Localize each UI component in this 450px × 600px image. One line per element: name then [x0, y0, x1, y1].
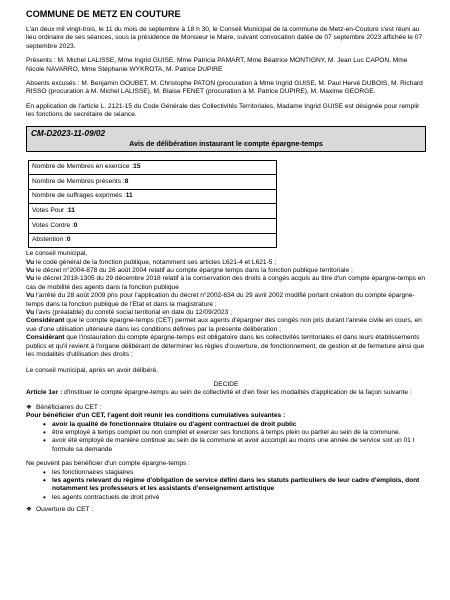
list-item: • les agents relevant du régime d'obligation de service défini dans les statuts particuliers de leur cadre d'emplois, dont notamment les professeurs et les assistants d'enseignement artistique: [52, 477, 426, 494]
deliberation-reference: CM-D2023-11-09/02: [31, 128, 106, 138]
stat-value: 11: [125, 192, 133, 200]
diamond-bullet-icon: ❖: [26, 506, 32, 514]
stat-label: Nombre de suffrages exprimés :: [32, 192, 126, 200]
opening-heading: ❖ Ouverture du CET :: [26, 506, 94, 514]
stat-label: Votes Contre :: [32, 221, 74, 229]
stat-value: 0: [66, 236, 71, 244]
stat-value: 8: [124, 177, 129, 185]
consideration-item: Vu le code général de la fonction publique, notamment ses articles L621-4 et L621-5 ;: [26, 258, 277, 266]
exclusions-list: [26, 469, 426, 503]
secretary-article-ref: En application de l'article L. 2121-15: [26, 102, 133, 110]
consideration-item: Vu l'avis (préalable) du comité social territorial en date du 12/09/2023 ;: [26, 309, 232, 317]
diamond-bullet-icon: ❖: [26, 403, 32, 411]
stat-row-votes-for: [29, 203, 276, 218]
stat-row-present: [29, 174, 276, 189]
exclusions-intro: Ne peuvent pas bénéficier d'un compte épargne-temps :: [26, 460, 191, 468]
consideration-item: Vu l'arrêté du 28 août 2009 pris pour l'application du décret n°2002-634 du 29 avril 2002 modifié portant création du compte épargne-temps dans la fonction publique de l'Etat et dans la magistrature ;: [26, 292, 415, 308]
considerations-block: [26, 250, 426, 359]
stat-value: 11: [67, 207, 75, 215]
list-item: • les agents contractuels de droit privé: [52, 494, 426, 502]
convocation-paragraph: L'an deux mil vingt-trois, le 11 du mois de septembre à 18 h 30, le Conseil Municipal de la commune de Metz-en-Couture s'est réuni au lieu ordinaire de ses séances, sous la présidence de Monsieur le Maire, suivant convocation datée de 07 septembre 2023 affichée le 07 septembre 2023.: [26, 26, 423, 50]
presents-paragraph: Présents : M. Michel LALISSE, Mme Ingrid GUISE, Mme Patricia PAMART, Mme Béatrice MONTIGNY, M. Jean Luc CAPON, Mme Nicole NAVARRO, Mme Stéphanie WYKROTA, M. Patrice DUPIRE: [26, 57, 408, 73]
council-closing: Le conseil municipal, après en avoir délibéré,: [26, 366, 158, 374]
decide-heading: DECIDE: [213, 380, 239, 388]
document-page: [26, 9, 426, 515]
stat-row-votes-cast: [29, 189, 276, 204]
list-item: • être employé à temps complet ou non complet et exercer ses fonctions à temps plein ou partiel au sein de la commune.: [52, 429, 426, 437]
consideration-item: Vu le décret 2018-1305 du 29 décembre 2018 relatif à la conservation des droits à congés acquis au titre d'un compte épargne-temps en cas de mobilité des agents dans la fonction publique: [26, 275, 426, 291]
stat-row-abstention: [29, 233, 276, 248]
list-item: • avoir été employé de manière continue au sein de la commune et avoir accompli au moins une année de service soit un 01 l formule sa demande: [52, 437, 426, 454]
secretary-paragraph: [26, 103, 426, 120]
stat-row-members: [29, 161, 276, 175]
stat-label: Votes Pour :: [32, 207, 68, 215]
stat-value: 15: [133, 163, 141, 171]
stat-row-votes-against: [29, 218, 276, 233]
stat-label: Abstention :: [32, 236, 67, 244]
consideration-item: Vu le décret n°2004-878 du 26 août 2004 relatif au compte épargne temps dans la fonction publique territoriale ;: [26, 267, 353, 275]
absents-paragraph: Absents excusés : M. Benjamin GOUBET, M. Christophe PATON (procuration à Mme Ingrid GUISE, M. Paul Hervé DUBOIS, M. Richard RISSO (procuration à M. Michel LALISSE), M. Blaise FENET (procuration à M. Patrice DUPIRE), M. Maxime GEORGE.: [26, 80, 423, 96]
secretary-text: du Code Générale des Collectivités Territoriales, Madame Ingrid GUISE est désignée pour remplir les fonctions de secrétaire de séance.: [26, 102, 420, 119]
deliberation-subject: Avis de délibération instaurant le compte épargne-temps: [129, 138, 323, 148]
commune-title: COMMUNE DE METZ EN COUTURE: [26, 9, 181, 19]
stat-value: 0: [73, 221, 78, 229]
beneficiaries-conditions-list: [26, 421, 426, 455]
council-opening: Le conseil municipal,: [26, 250, 88, 258]
beneficiaries-heading: ❖ Bénéficiaires du CET :: [26, 403, 102, 411]
list-item: • les fonctionnaires stagiaires: [52, 469, 426, 477]
article-1: Article 1er : d'instituer le compte épargne-temps au sein de collectivité et d'en fixer les modalités d'application de la façon suivante :: [26, 389, 412, 397]
consideration-item: Considérant que l'instauration du compte épargne-temps est obligatoire dans les collectivités territoriales et dans leurs établissements publics et qu'il revient à l'organe délibérant de déterminer les règles d'ouverture, de fonctionnement, de gestion et de fermeture ainsi que les modalités d'utilisation des droits ;: [26, 334, 425, 359]
stat-label: Nombre de Membres en exercice :: [32, 163, 134, 171]
list-item: • avoir la qualité de fonctionnaire titulaire ou d'agent contractuel de droit public: [52, 421, 426, 429]
vote-statistics-table: [28, 160, 277, 249]
stat-label: Nombre de Membres présents :: [32, 177, 125, 185]
beneficiaries-intro: Pour bénéficier d'un CET, l'agent doit réunir les conditions cumulatives suivantes :: [26, 412, 286, 420]
consideration-item: Considérant que le compte épargne-temps (CET) permet aux agents d'épargner des congés non pris durant l'année civile en cours, en vue d'une utilisation ultérieure dans les conditions définies par la présente délibération ;: [26, 317, 422, 333]
deliberation-header-box: [26, 126, 426, 152]
